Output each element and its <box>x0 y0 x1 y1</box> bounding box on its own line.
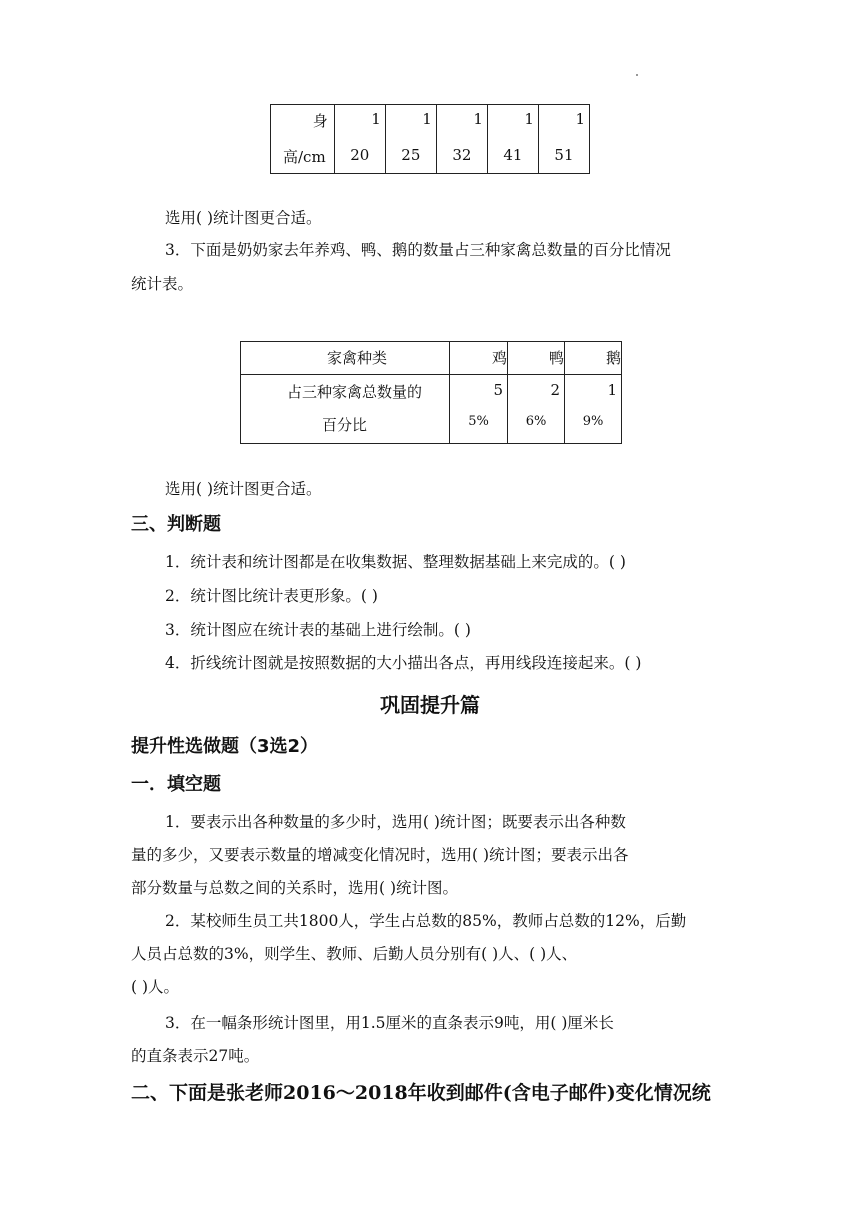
fill-q1-line3: 部分数量与总数之间的关系时，选用( )统计图。 <box>131 879 459 897</box>
table2-head-duck: 鸭 <box>548 349 564 367</box>
judge-item: 1．统计表和统计图都是在收集数据、整理数据基础上来完成的。( ) <box>165 553 626 571</box>
fill-section-title: 一．填空题 <box>131 774 221 795</box>
table1-header-cell <box>271 105 335 174</box>
table1-col-top: 1 <box>473 110 483 128</box>
table2-label-cell <box>241 375 450 444</box>
fill-q3-line1: 3．在一幅条形统计图里，用1.5厘米的直条表示9吨，用( )厘米长 <box>165 1014 614 1032</box>
table2-head <box>508 342 565 375</box>
poultry-table <box>240 341 622 444</box>
table2-value <box>508 375 565 444</box>
fill-q2-line2: 人员占总数的3%，则学生、教师、后勤人员分别有( )人、( )人、 <box>131 945 578 963</box>
table2-head-chicken: 鸡 <box>491 349 507 367</box>
table2-value <box>450 375 508 444</box>
center-title: 巩固提升篇 <box>380 693 480 717</box>
table2-head <box>450 342 508 375</box>
table1-col <box>487 105 538 174</box>
height-table <box>270 104 590 174</box>
table2-value-pct: 9% <box>582 414 604 429</box>
section2-intro-line: 二、下面是张老师2016～2018年收到邮件(含电子邮件)变化情况统 <box>131 1082 711 1104</box>
table1-col-top: 1 <box>422 110 432 128</box>
table1-col-top: 1 <box>524 110 534 128</box>
judge-item: 2．统计图比统计表更形象。( ) <box>165 587 378 605</box>
table2-value-top: 2 <box>550 381 560 399</box>
table1-col-value: 32 <box>452 146 472 164</box>
judge-item: 4．折线统计图就是按照数据的大小描出各点，再用线段连接起来。( ) <box>165 654 642 672</box>
table2-head-goose: 鹅 <box>605 349 621 367</box>
q3-answer-line: 选用( )统计图更合适。 <box>165 480 322 498</box>
table1-col-value: 25 <box>401 146 421 164</box>
table1-col-value: 51 <box>554 146 574 164</box>
table1-col <box>385 105 436 174</box>
table1-col <box>436 105 487 174</box>
table2-r2c1-line2: 百分比 <box>322 416 368 434</box>
fill-q1-line2: 量的多少，又要表示数量的增减变化情况时，选用( )统计图；要表示出各 <box>131 846 629 864</box>
stray-dot <box>636 74 638 76</box>
q3-text-line2: 统计表。 <box>131 275 194 293</box>
table2-label-cell <box>241 342 450 375</box>
table2-value-top: 1 <box>607 381 617 399</box>
fill-q2-line1: 2．某校师生员工共1800人，学生占总数的85%，教师占总数的12%，后勤 <box>165 912 687 930</box>
table1-col-value: 41 <box>503 146 523 164</box>
section3-title: 三、判断题 <box>131 514 221 535</box>
q2-answer-line: 选用( )统计图更合适。 <box>165 209 322 227</box>
fill-q1-line1: 1．要表示出各种数量的多少时，选用( )统计图；既要表示出各种数 <box>165 813 626 831</box>
table1-col <box>538 105 589 174</box>
q3-text-line1: 3．下面是奶奶家去年养鸡、鸭、鹅的数量占三种家禽总数量的百分比情况 <box>165 241 671 259</box>
table2-value-pct: 6% <box>525 414 547 429</box>
sub-title: 提升性选做题（3选2） <box>131 736 319 757</box>
table1-col-value: 20 <box>350 146 370 164</box>
table1-col-top: 1 <box>371 110 381 128</box>
table2-r1c1: 家禽种类 <box>327 349 388 367</box>
table1-col-top: 1 <box>575 110 585 128</box>
table2-value-top: 5 <box>493 381 503 399</box>
table2-r2c1-line1: 占三种家禽总数量的 <box>287 383 423 401</box>
table1-col <box>334 105 385 174</box>
table2-value-pct: 5% <box>468 414 489 429</box>
judge-item: 3．统计图应在统计表的基础上进行绘制。( ) <box>165 621 471 639</box>
table2-value <box>565 375 622 444</box>
table2-head <box>565 342 622 375</box>
table1-header-bottom: 高/cm <box>283 148 326 166</box>
fill-q2-line3: ( )人。 <box>131 978 180 996</box>
table1-header-top: 身 <box>312 112 328 130</box>
fill-q3-line2: 的直条表示27吨。 <box>131 1047 260 1065</box>
